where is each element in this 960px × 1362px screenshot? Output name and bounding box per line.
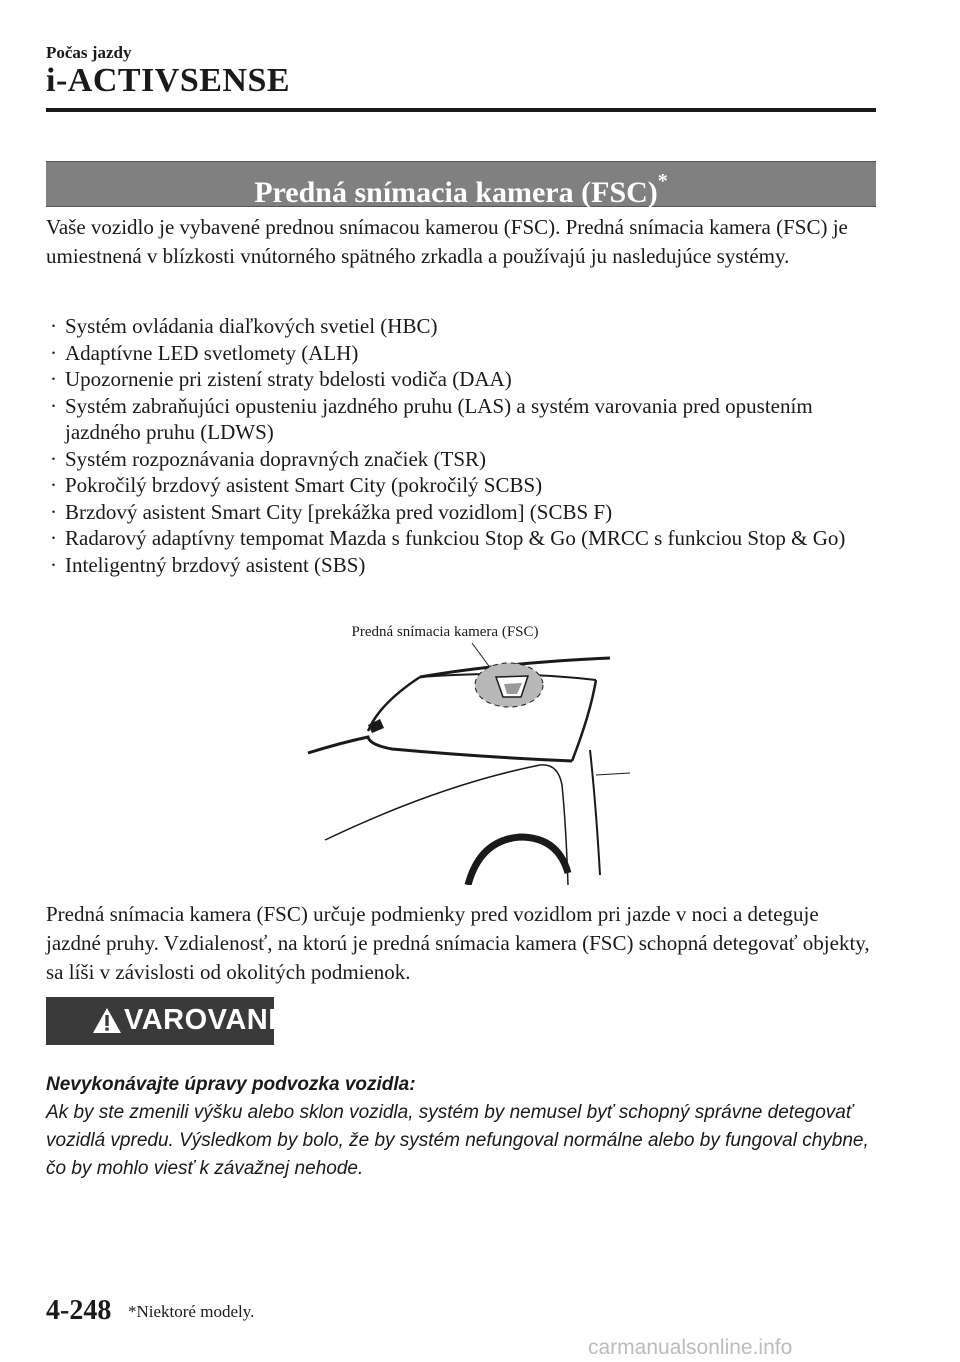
camera-description-paragraph: Predná snímacia kamera (FSC) určuje podmienky pred vozidlom pri jazde v noci a deteguje jazdné pruhy. Vzdialenosť, na ktorú je predná snímacia kamera (FSC) schopná detegovať objekty, sa líši v závislosti od okolitých podmienok.: [46, 902, 870, 984]
system-list-item-text: Systém ovládania diaľkových svetiel (HBC): [65, 314, 438, 338]
bullet-marker: ·: [50, 526, 57, 550]
system-list-item: [46, 366, 876, 393]
a-pillar-right: [572, 680, 596, 761]
system-list-item-text: Radarový adaptívny tempomat Mazda s funkciou Stop & Go (MRCC s funkciou Stop & Go): [65, 526, 846, 550]
wheel-arch: [468, 837, 568, 885]
system-list-item: [46, 472, 876, 499]
header-divider: [46, 108, 876, 112]
system-list-item-text: Pokročilý brzdový asistent Smart City (pokročilý SCBS): [65, 473, 543, 497]
chapter-title: i-ACTIVSENSE: [46, 62, 291, 99]
bullet-marker: ·: [50, 314, 57, 338]
system-list: [46, 313, 876, 578]
warning-triangle-icon: [92, 1007, 122, 1035]
system-list-item: [46, 499, 876, 526]
windshield-bottom-edge: [308, 737, 572, 761]
bullet-marker: ·: [50, 499, 57, 524]
system-list-item-text: Systém zabraňujúci opusteniu jazdného pruhu (LAS) a systém varovania pred opustením jazdného pruhu (LDWS): [65, 393, 813, 444]
intro-paragraph: Vaše vozidlo je vybavené prednou snímacou kamerou (FSC). Predná snímacia kamera (FSC) je umiestnená v blízkosti vnútorného spätného zrkadla a používajú ju nasledujúce systémy.: [46, 215, 848, 268]
system-list-item: [46, 340, 876, 367]
warning-label: VAROVANIE: [124, 1004, 297, 1036]
bullet-marker: ·: [50, 552, 57, 577]
car-windshield-illustration: [300, 615, 630, 885]
section-title: Predná snímacia kamera (FSC): [254, 176, 658, 209]
system-list-item-text: Upozornenie pri zistení straty bdelosti vodiča (DAA): [65, 367, 512, 391]
system-list-item-text: Inteligentný brzdový asistent (SBS): [65, 552, 366, 577]
section-title-bar: [46, 161, 876, 207]
system-list-item-text: Brzdový asistent Smart City [prekážka pred vozidlom] (SCBS F): [65, 499, 613, 524]
warning-badge: [46, 997, 297, 1045]
watermark: carmanualsonline.info: [588, 1336, 793, 1359]
system-list-item: [46, 525, 876, 552]
door-edge: [590, 750, 600, 875]
page-number: 4-248: [46, 1295, 112, 1326]
system-list-item-text: Systém rozpoznávania dopravných značiek (TSR): [65, 446, 487, 471]
footnote: *Niektoré modely.: [128, 1302, 255, 1321]
bullet-marker: ·: [50, 340, 57, 365]
system-list-item: [46, 552, 876, 579]
side-mirror: [368, 719, 384, 733]
bullet-marker: ·: [50, 446, 57, 471]
optional-feature-mark: *: [657, 170, 668, 192]
system-list-item-text: Adaptívne LED svetlomety (ALH): [65, 340, 359, 365]
bullet-marker: ·: [50, 393, 57, 418]
figure-callout: Predná snímacia kamera (FSC): [351, 624, 539, 640]
windshield-camera-figure: [300, 615, 630, 885]
section-label: Počas jazdy: [46, 43, 132, 62]
warning-title: Nevykonávajte úpravy podvozka vozidla:: [46, 1074, 416, 1095]
system-list-item: [46, 313, 876, 340]
warning-text: Ak by ste zmenili výšku alebo sklon vozidla, systém by nemusel byť schopný správne detegovať vozidlá vpredu. Výsledkom by bolo, že by systém nefungoval normálne alebo by fungoval chybne, čo by mohlo viesť k závažnej nehode.: [46, 1102, 869, 1179]
bullet-marker: ·: [50, 473, 57, 497]
hood-crease: [325, 765, 540, 840]
body-line: [596, 773, 630, 775]
bullet-marker: ·: [50, 367, 57, 391]
system-list-item: [46, 393, 876, 446]
system-list-item: [46, 446, 876, 473]
